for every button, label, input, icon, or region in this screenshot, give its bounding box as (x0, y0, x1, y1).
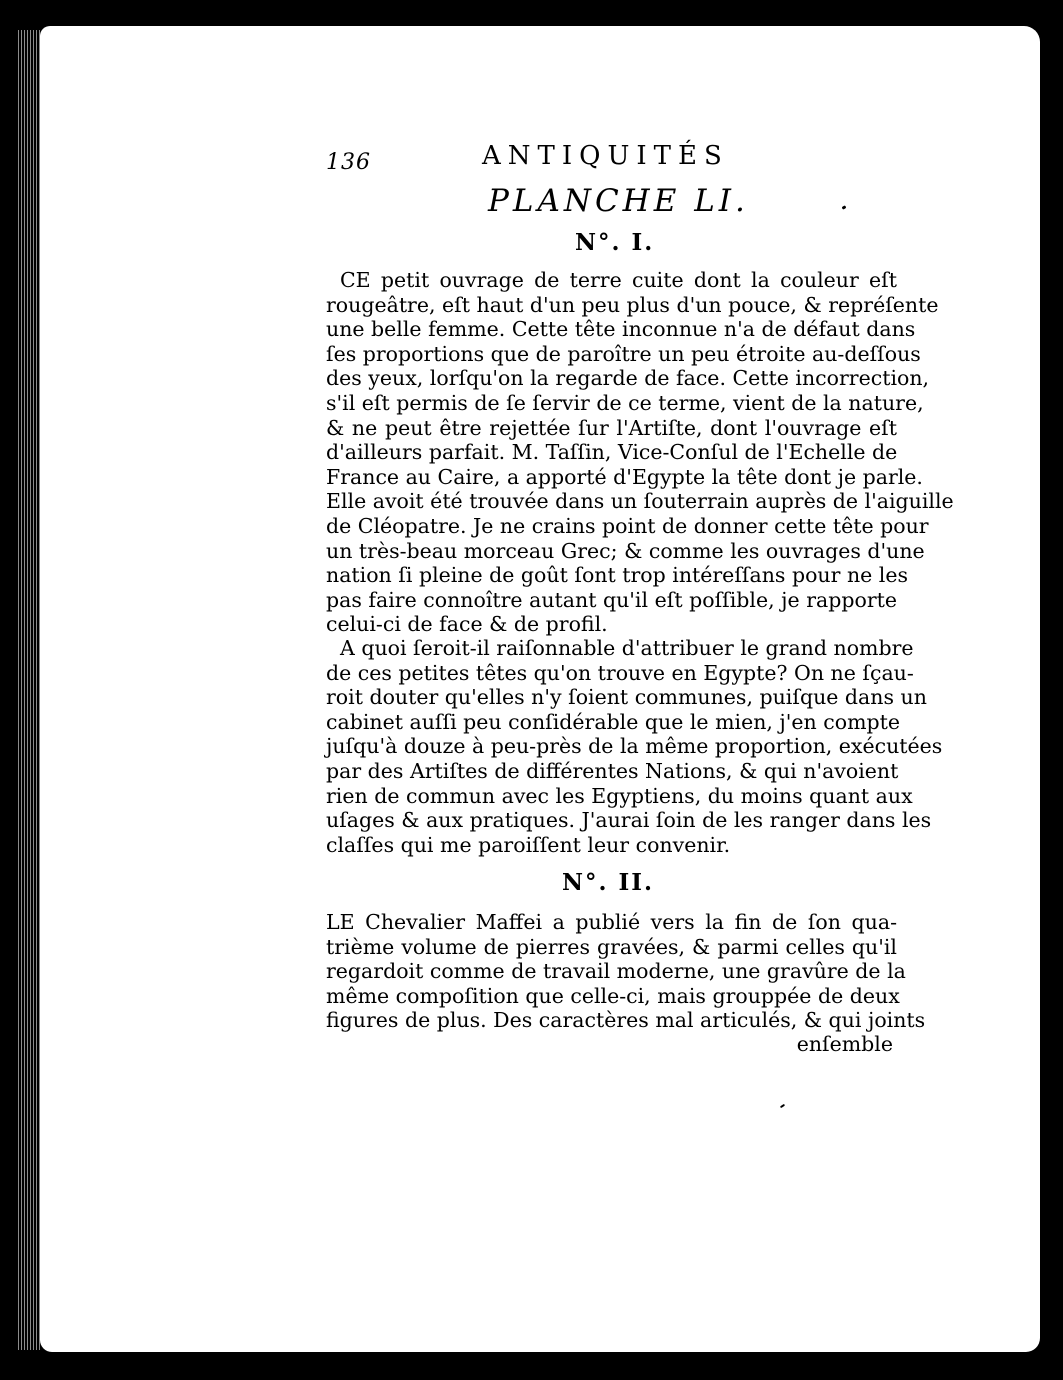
text-line: A quoi ſeroit-il raiſonnable d'attribuer le grand nombre (340, 636, 914, 660)
paragraph-1 (326, 268, 954, 637)
text-line: s'il eſt permis de ſe ſervir de ce terme, vient de la nature, (326, 390, 924, 415)
paragraph-3 (326, 910, 926, 1033)
text-line: roit douter qu'elles n'y ſoient communes, puiſque dans un (326, 685, 927, 710)
text-line: celui-ci de face & de profil. (326, 612, 608, 637)
paragraph-2 (326, 636, 943, 857)
text-line: par des Artiſtes de différentes Nations, & qui n'avoient (326, 758, 899, 783)
text-line: LE Chevalier Maffei a publié vers la fin de ſon qua- (326, 910, 897, 934)
text-line: rougeâtre, eſt haut d'un peu plus d'un pouce, & repréſente (326, 292, 939, 317)
text-line: trième volume de pierres gravées, & parmi celles qu'il (326, 934, 897, 959)
page-edge-stack (18, 30, 42, 1350)
section-heading-2: N°. II. (562, 869, 655, 896)
text-line: uſages & aux pratiques. J'aurai ſoin de les ranger dans les (326, 808, 932, 833)
text-line: Elle avoit été trouvée dans un ſouterrain auprès de l'aiguille (326, 489, 954, 514)
text-line: cabinet auſſi peu conſidérable que le mien, j'en compte (326, 709, 901, 734)
text-line: de Cléopatre. Je ne crains point de donner cette tête pour (326, 513, 929, 538)
text-line: d'ailleurs parfait. M. Taſſin, Vice-Conſul de l'Echelle de (326, 440, 898, 465)
text-line: une belle femme. Cette tête inconnue n'a de défaut dans (326, 317, 916, 342)
text-line: & ne peut être rejettée ſur l'Artiſte, dont l'ouvrage eſt (326, 415, 897, 440)
page-number: 136 (326, 150, 371, 175)
running-head: ANTIQUITÉS (482, 141, 729, 171)
text-line: claſſes qui me paroiſſent leur convenir. (326, 832, 731, 857)
catchword: enſemble (796, 1032, 893, 1056)
text-line: CE petit ouvrage de terre cuite dont la couleur eſt (340, 268, 897, 292)
section-heading-1: N°. I. (575, 229, 655, 256)
text-line: France au Caire, a apporté d'Egypte la tête dont je parle. (326, 464, 923, 489)
text-line: regardoit comme de travail moderne, une gravûre de la (326, 959, 906, 984)
text-line: de ces petites têtes qu'on trouve en Egypte? On ne ſçau- (326, 660, 914, 685)
text-line: des yeux, lorſqu'on la regarde de face. Cette incorrection, (326, 366, 930, 391)
text-line: nation ſi pleine de goût ſont trop intéreſſans pour ne les (326, 563, 908, 588)
text-line: rien de commun avec les Egyptiens, du moins quant aux (326, 783, 913, 808)
text-line: juſqu'à douze à peu-près de la même proportion, exécutées (326, 734, 943, 759)
text-line: figures de plus. Des caractères mal articulés, & qui joints (326, 1008, 926, 1033)
text-line: pas faire connoître autant qu'il eſt poſſible, je rapporte (326, 587, 897, 612)
text-line: ſes proportions que de paroître un peu étroite au-deſſous (326, 341, 921, 366)
text-line: même compoſition que celle-ci, mais grouppée de deux (326, 983, 900, 1008)
text-line: un très-beau morceau Grec; & comme les ouvrages d'une (326, 538, 925, 563)
plate-title: PLANCHE LI. (488, 183, 749, 219)
